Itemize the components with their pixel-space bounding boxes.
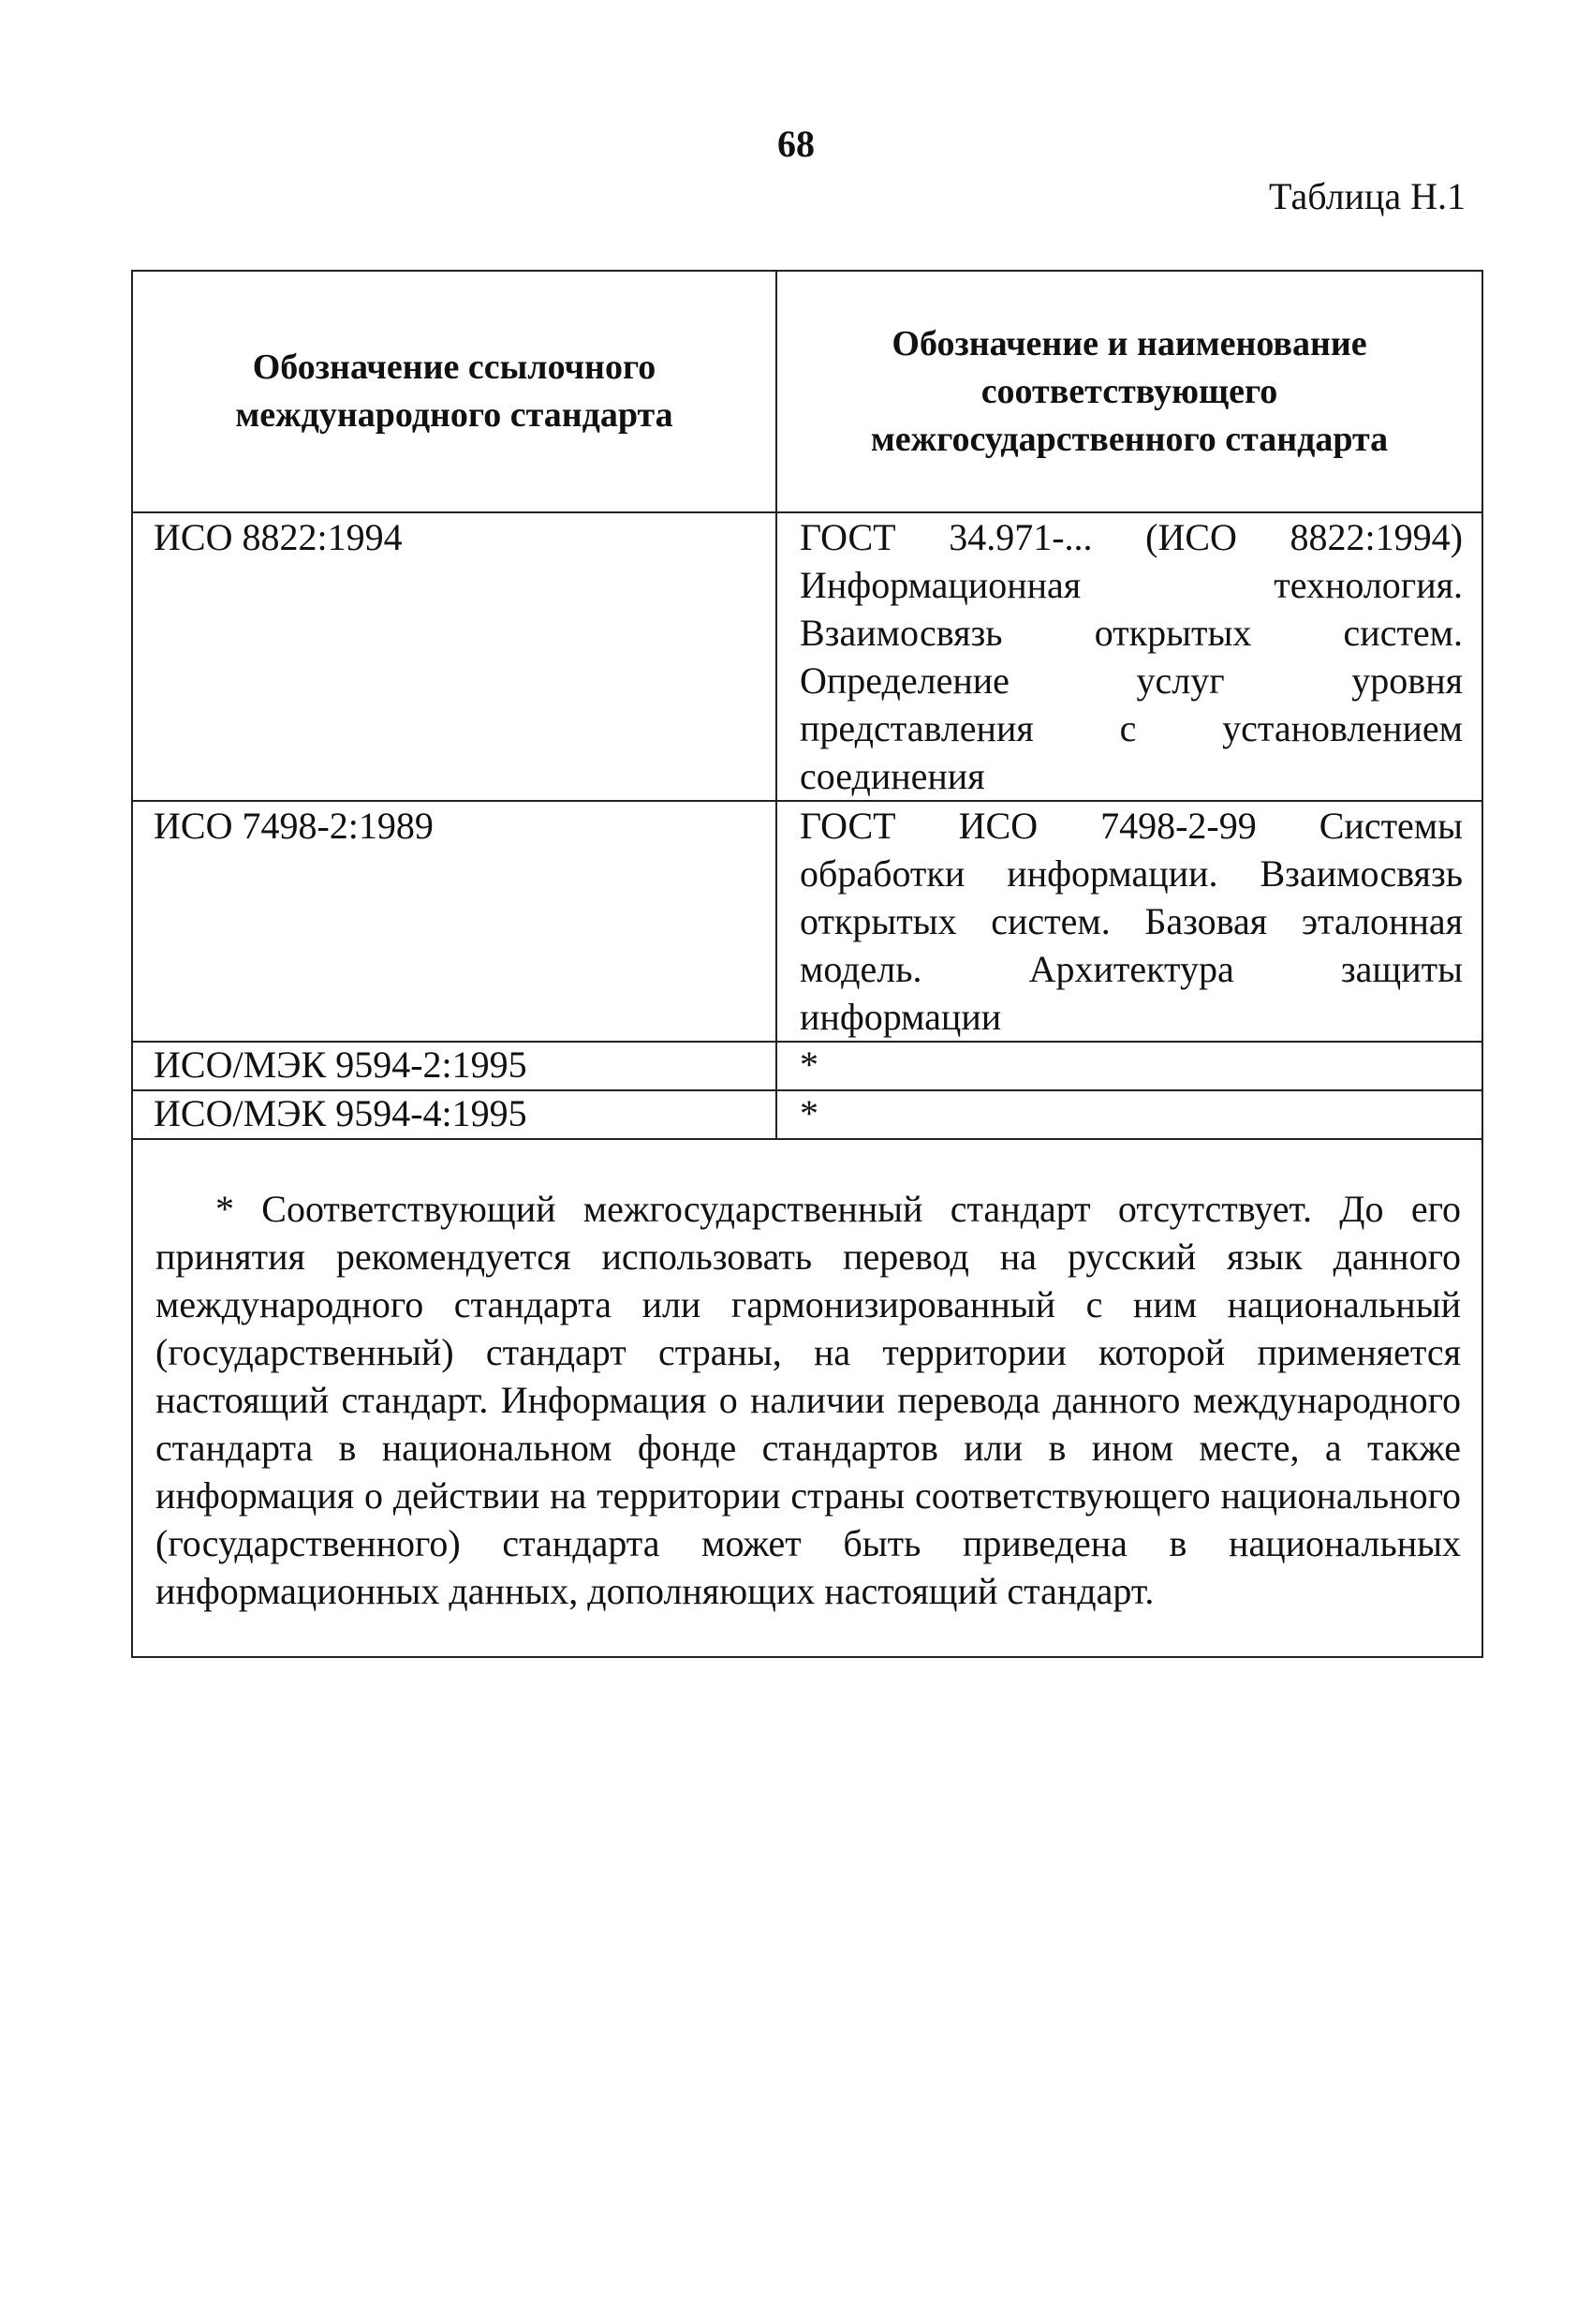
footnote-text: * Соответствующий межгосударственный стандарт отсутствует. До его принятия рекомендуется использовать перевод на русский язык данного международного стандарта или гармонизированный с ним национальный (государственный) стандарт страны, на территории которой применяется настоящий стандарт. Информация о наличии перевода данного международного стандарта в национальном фонде стандартов или в ином месте, а также информация о действии на территории страны соответствующего национального (государственного) стандарта может быть приведена в национальных информационных данных, дополняющих настоящий стандарт.: [155, 1188, 1461, 1612]
footnote-cell: [132, 1139, 1482, 1657]
standards-table-container: [131, 270, 1481, 1658]
table-row: [132, 1090, 1482, 1139]
interstate-standard-cell: *: [776, 1042, 1482, 1090]
header-international-standard: Обозначение ссылочного международного стандарта: [132, 271, 776, 512]
table-row: [132, 1042, 1482, 1090]
table-row: [132, 801, 1482, 1042]
international-standard-cell: ИСО 7498-2:1989: [132, 801, 776, 1042]
page-number: 68: [777, 123, 815, 165]
table-caption: Таблица Н.1: [1269, 175, 1466, 217]
table-row: [132, 512, 1482, 801]
international-standard-cell: ИСО/МЭК 9594-2:1995: [132, 1042, 776, 1090]
interstate-standard-cell: *: [776, 1090, 1482, 1139]
international-standard-cell: ИСО 8822:1994: [132, 512, 776, 801]
standards-table: [131, 270, 1483, 1658]
header-interstate-standard: Обозначение и наименование соответствующего межгосударственного стандарта: [776, 271, 1482, 512]
table-header-row: [132, 271, 1482, 512]
interstate-standard-cell: ГОСТ ИСО 7498-2-99 Системы обработки информации. Взаимосвязь открытых систем. Базовая эталонная модель. Архитектура защиты информации: [776, 801, 1482, 1042]
footnote-row: [132, 1139, 1482, 1657]
interstate-standard-cell: ГОСТ 34.971-... (ИСО 8822:1994) Информационная технология. Взаимосвязь открытых систем. Определение услуг уровня представления с установлением соединения: [776, 512, 1482, 801]
international-standard-cell: ИСО/МЭК 9594-4:1995: [132, 1090, 776, 1139]
